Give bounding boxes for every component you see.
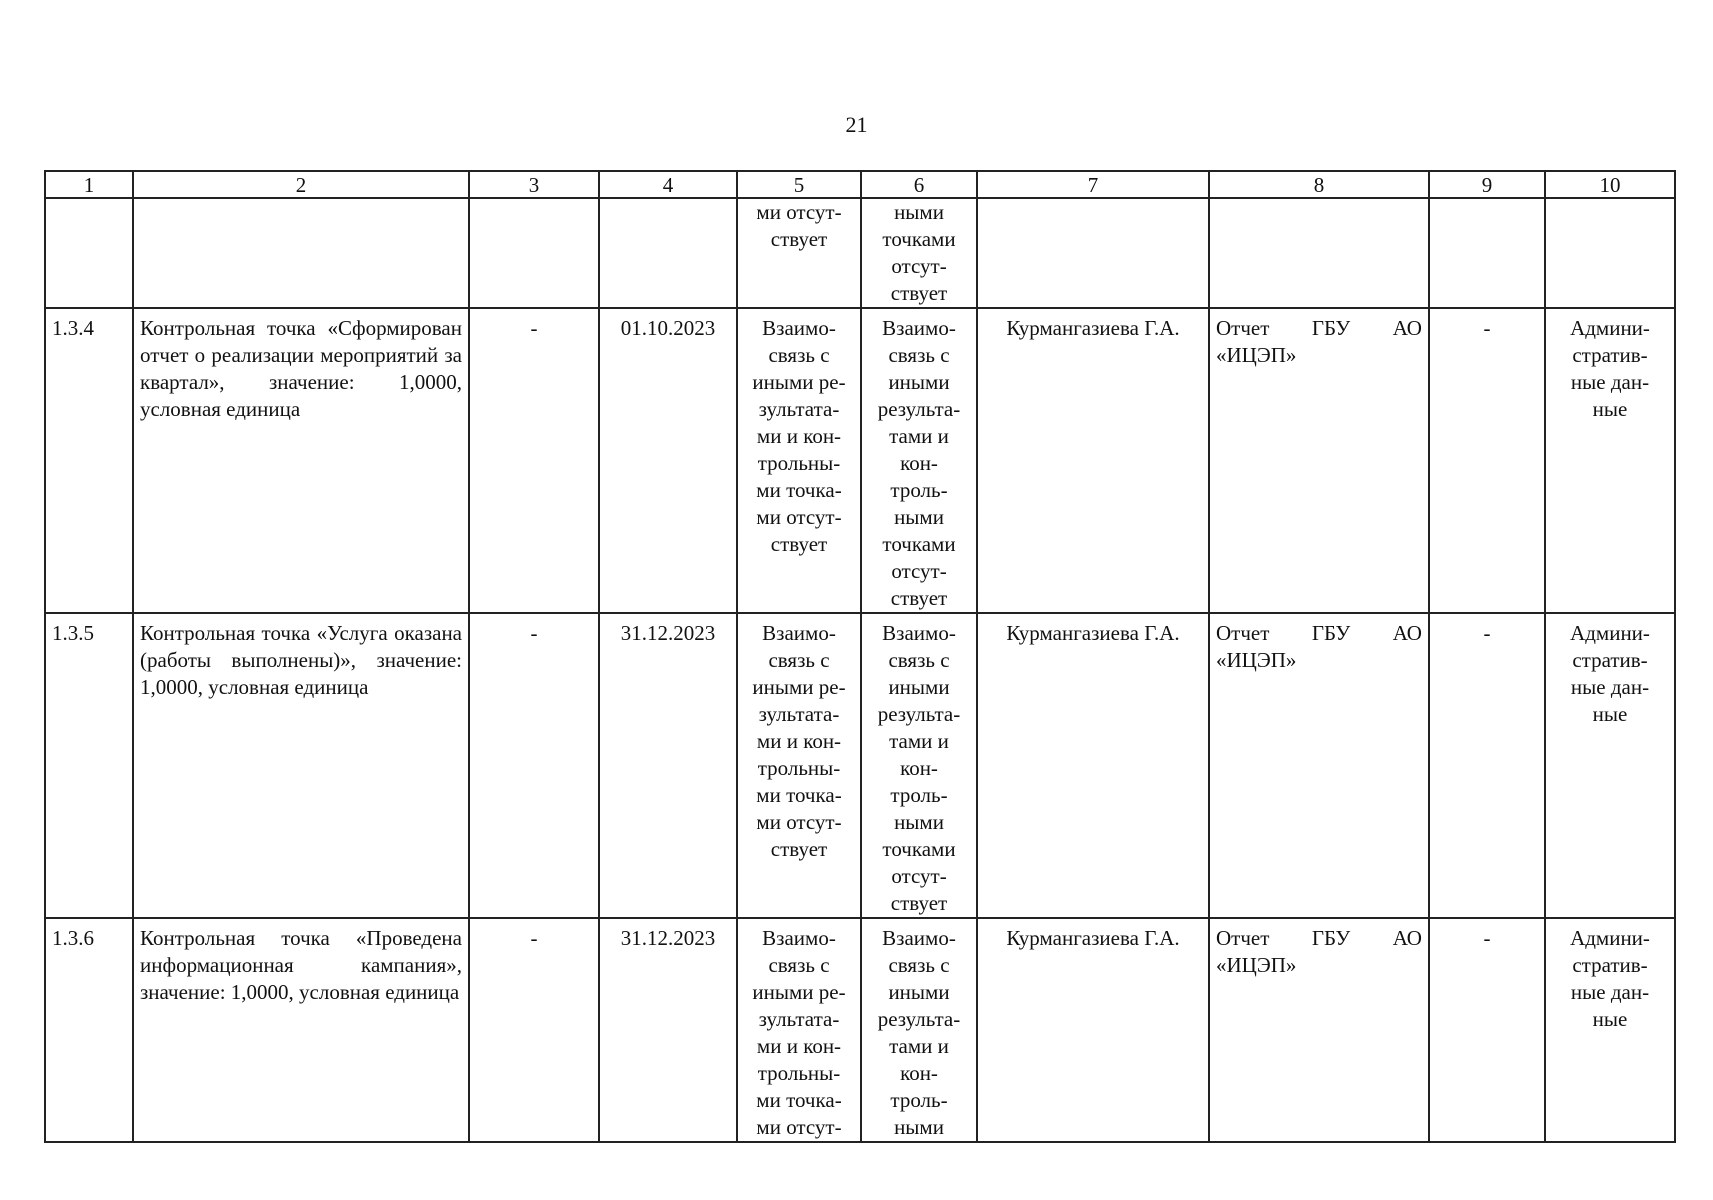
cell-col10: Админи- стратив- ные дан- ные bbox=[1545, 918, 1675, 1142]
cell-id: 1.3.5 bbox=[45, 613, 133, 918]
cell-col5: ми отсут- ствует bbox=[737, 198, 861, 308]
source-line-1 bbox=[1216, 620, 1422, 647]
cell-date: 31.12.2023 bbox=[599, 918, 737, 1142]
source-line-1 bbox=[1216, 315, 1422, 342]
cell-col9: - bbox=[1429, 613, 1545, 918]
source-word: Отчет bbox=[1216, 316, 1270, 340]
cell-description bbox=[133, 198, 469, 308]
cell-date bbox=[599, 198, 737, 308]
source-word: АО bbox=[1392, 621, 1422, 645]
cell-col10: Админи- стратив- ные дан- ные bbox=[1545, 308, 1675, 613]
column-header: 7 bbox=[977, 171, 1209, 198]
source-line-1 bbox=[1216, 925, 1422, 952]
cell-col9 bbox=[1429, 198, 1545, 308]
column-header: 6 bbox=[861, 171, 977, 198]
cell-responsible bbox=[977, 198, 1209, 308]
cell-col5: Взаимо- связь с иными ре- зультата- ми и кон- трольны- ми точка- ми отсут- ствует bbox=[737, 613, 861, 918]
cell-col5: Взаимо- связь с иными ре- зультата- ми и кон- трольны- ми точка- ми отсут- bbox=[737, 918, 861, 1142]
cell-col6: Взаимо- связь с иными результа- тами и кон- троль- ными точками отсут- ствует bbox=[861, 308, 977, 613]
table-header-row bbox=[45, 171, 1675, 198]
cell-col6: Взаимо- связь с иными результа- тами и кон- троль- ными точками отсут- ствует bbox=[861, 613, 977, 918]
table-row bbox=[45, 308, 1675, 613]
cell-col9: - bbox=[1429, 308, 1545, 613]
column-header: 1 bbox=[45, 171, 133, 198]
source-word: Отчет bbox=[1216, 926, 1270, 950]
column-header: 8 bbox=[1209, 171, 1429, 198]
column-header: 10 bbox=[1545, 171, 1675, 198]
cell-date: 01.10.2023 bbox=[599, 308, 737, 613]
column-header: 4 bbox=[599, 171, 737, 198]
source-word: АО bbox=[1392, 926, 1422, 950]
table-row bbox=[45, 918, 1675, 1142]
table-row-continuation bbox=[45, 198, 1675, 308]
cell-col3 bbox=[469, 198, 599, 308]
cell-source bbox=[1209, 918, 1429, 1142]
source-word: ГБУ bbox=[1311, 926, 1351, 950]
source-word: Отчет bbox=[1216, 621, 1270, 645]
cell-col3: - bbox=[469, 308, 599, 613]
plan-table bbox=[44, 170, 1676, 1143]
cell-id: 1.3.4 bbox=[45, 308, 133, 613]
cell-description: Контрольная точка «Сформирован отчет о реализации мероприятий за квартал», значение: 1,0000, условная единица bbox=[133, 308, 469, 613]
column-header: 5 bbox=[737, 171, 861, 198]
source-line-2: «ИЦЭП» bbox=[1216, 648, 1297, 672]
cell-col6: ными точками отсут- ствует bbox=[861, 198, 977, 308]
page-number: 21 bbox=[845, 112, 868, 137]
cell-col5: Взаимо- связь с иными ре- зультата- ми и кон- трольны- ми точка- ми отсут- ствует bbox=[737, 308, 861, 613]
cell-description: Контрольная точка «Проведена информационная кампания», значение: 1,0000, условная единица bbox=[133, 918, 469, 1142]
source-word: ГБУ bbox=[1311, 621, 1351, 645]
cell-col6: Взаимо- связь с иными результа- тами и кон- троль- ными bbox=[861, 918, 977, 1142]
cell-col3: - bbox=[469, 918, 599, 1142]
source-line-2: «ИЦЭП» bbox=[1216, 343, 1297, 367]
cell-col3: - bbox=[469, 613, 599, 918]
cell-source bbox=[1209, 308, 1429, 613]
cell-source bbox=[1209, 198, 1429, 308]
cell-col10: Админи- стратив- ные дан- ные bbox=[1545, 613, 1675, 918]
cell-responsible: Курмангазиева Г.А. bbox=[977, 308, 1209, 613]
table-row bbox=[45, 613, 1675, 918]
column-header: 2 bbox=[133, 171, 469, 198]
cell-col10 bbox=[1545, 198, 1675, 308]
source-word: АО bbox=[1392, 316, 1422, 340]
cell-col9: - bbox=[1429, 918, 1545, 1142]
cell-date: 31.12.2023 bbox=[599, 613, 737, 918]
column-header: 9 bbox=[1429, 171, 1545, 198]
cell-description: Контрольная точка «Услуга оказана (работы выполнены)», значение: 1,0000, условная единица bbox=[133, 613, 469, 918]
column-header: 3 bbox=[469, 171, 599, 198]
source-word: ГБУ bbox=[1311, 316, 1351, 340]
cell-id: 1.3.6 bbox=[45, 918, 133, 1142]
cell-source bbox=[1209, 613, 1429, 918]
source-line-2: «ИЦЭП» bbox=[1216, 953, 1297, 977]
cell-responsible: Курмангазиева Г.А. bbox=[977, 613, 1209, 918]
cell-responsible: Курмангазиева Г.А. bbox=[977, 918, 1209, 1142]
cell-id bbox=[45, 198, 133, 308]
